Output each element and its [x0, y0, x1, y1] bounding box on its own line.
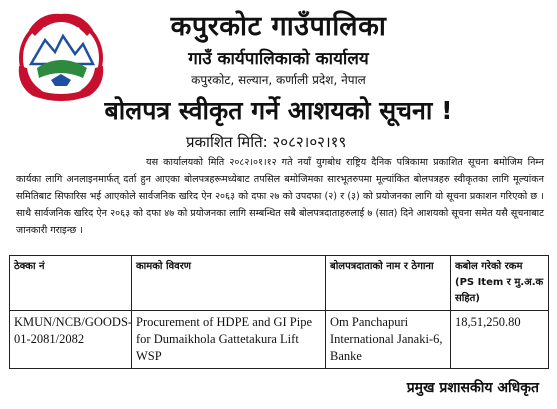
notice-title: बोलपत्र स्वीकृत गर्ने आशयको सूचना !: [104, 96, 453, 125]
tender-table: [9, 255, 549, 369]
header-contract-no: ठेक्का नं: [10, 256, 132, 311]
cell-amount: 18,51,250.80: [451, 311, 549, 369]
header-bidder: बोलपत्रदाताको नाम र ठेगाना: [326, 256, 451, 311]
published-date: २०८२।०२।१९: [272, 133, 347, 151]
table-row: [10, 311, 549, 369]
cell-contract-no: KMUN/NCB/GOODS-01-2081/2082: [10, 311, 132, 369]
header-amount-main: कबोल गरेको रकम: [455, 261, 523, 272]
office-name: गाउँ कार्यपालिकाको कार्यालय: [188, 49, 369, 69]
cell-description: Procurement of HDPE and GI Pipe for Dumaikhola Gattetakura Lift WSP: [132, 311, 326, 369]
header-description: कामको विवरण: [132, 256, 326, 311]
table-header-row: [10, 256, 549, 311]
cell-bidder: Om Panchapuri International Janaki-6, Banke: [326, 311, 451, 369]
header-amount: [451, 256, 549, 311]
office-address: कपुरकोट, सल्यान, कर्णाली प्रदेश, नेपाल: [191, 73, 366, 87]
header-amount-note: (PS Item र मु.अ.क सहित): [455, 277, 544, 304]
municipality-name: कपुरकोट गाउँपालिका: [170, 11, 387, 42]
published-label: प्रकाशित मिति:: [186, 133, 268, 151]
published-date-line: [186, 132, 346, 152]
notice-body: यस कार्यालयको मिति २०८२।०१।१२ गते नयाँ युगबोध राष्ट्रिय दैनिक पत्रिकामा प्रकाशित सूचना बमोजिम निम्न कार्यका लागि अनलाइनमार्फत् दर्ता हुन आएका बोलपत्रहरूमध्येबाट तपसिल बमोजिमका सारभूतरुपमा मूल्यांकित बोलपत्रहरु स्वीकृतका लागि मूल्यांकन समितिबाट सिफारिस भई आएकोले सार्वजनिक खरिद ऐन २०६३ को दफा २७ को उपदफा (२) र (३) को प्रयोजनका लागि यो सूचना प्रकाशन गरिएको छ । साथै सार्वजनिक खरिद ऐन २०६३ को दफा ४७ को प्रयोजनका लागि सम्बन्धित सबै बोलपत्रदाताहरुलाई ७ (सात) दिने आशयको सूचना समेत यसै सूचनाबाट जानकारी गराइन्छ ।: [16, 157, 544, 236]
signatory-title: प्रमुख प्रशासकीय अधिकृत: [406, 380, 539, 396]
